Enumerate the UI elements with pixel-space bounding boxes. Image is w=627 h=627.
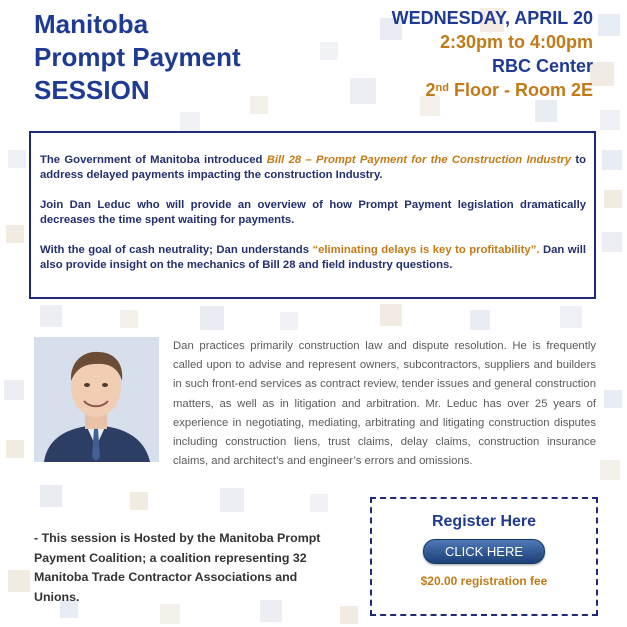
click-here-button[interactable]: CLICK HERE (423, 539, 545, 564)
intro-paragraph (40, 243, 586, 273)
registration-box (370, 497, 598, 616)
title-line: Manitoba (34, 9, 149, 39)
intro-text: With the goal of cash neutrality; Dan understands (40, 244, 313, 256)
floor-room: Floor - Room 2E (449, 80, 593, 100)
event-title (34, 8, 241, 107)
event-date: WEDNESDAY, APRIL 20 (391, 8, 593, 28)
intro-text: to address delayed payments impacting the construction Industry. (40, 154, 586, 181)
register-heading: Register Here (431, 513, 537, 530)
speaker-bio: Dan practices primarily construction law and dispute resolution. He is frequently called upon to advise and represent owners, subcontractors, suppliers and builders in such front-end services as contract review, tender issues and general construction matters, as well as in litigation and arbitration. Mr. Leduc has over 25 years of experience in negotiating, mediating, arbitrating and litigating construction disputes including construction liens, trust claims, delay claims, construction insurance claims, and architect’s and engineer’s errors and omissions. (173, 340, 596, 468)
bill-reference: Bill 28 – Prompt Payment for the Construction Industry (266, 154, 572, 166)
title-line: Prompt Payment (34, 42, 241, 72)
host-note: - This session is Hosted by the Manitoba Prompt Payment Coalition; a coalition representing 32 Manitoba Trade Contractor Associations and Unions. (34, 531, 321, 604)
event-time: 2:30pm to 4:00pm (439, 32, 593, 52)
speaker-photo (34, 337, 159, 462)
intro-text: The Government of Manitoba introduced (40, 154, 267, 166)
speaker-portrait-icon (34, 337, 159, 462)
title-line: SESSION (34, 75, 150, 105)
intro-text: Dan will also provide insight on the mechanics of Bill 28 and field industry questions. (40, 244, 586, 271)
floor-number: 2 (425, 80, 436, 100)
event-room (392, 78, 593, 102)
intro-box (29, 131, 596, 299)
floor-suffix: nd (435, 82, 449, 94)
intro-paragraph (40, 153, 586, 183)
event-venue: RBC Center (491, 56, 593, 76)
quote-highlight: “eliminating delays is key to profitability”. (312, 244, 540, 256)
registration-fee: $20.00 registration fee (420, 574, 548, 588)
intro-paragraph: Join Dan Leduc who will provide an overview of how Prompt Payment legislation dramatically decreases the time spent waiting for payments. (40, 199, 586, 226)
event-details (392, 6, 593, 102)
